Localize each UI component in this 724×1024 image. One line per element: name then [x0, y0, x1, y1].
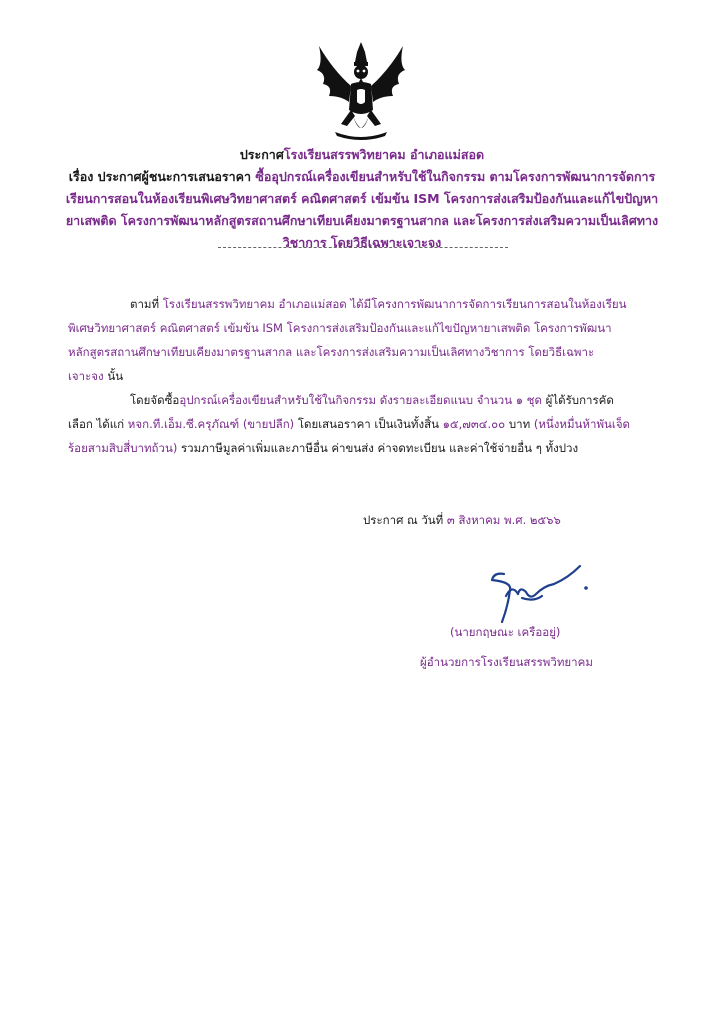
amount-value: ๑๕,๗๓๔.๐๐: [442, 417, 506, 431]
header-line-2: เรื่อง ประกาศผู้ชนะการเสนอราคา ซื้ออุปกรณ์เครื่องเขียนสำหรับใช้ในกิจกรรม ตามโครงการพัฒนาการจัดการ: [68, 169, 656, 184]
signer-title: ผู้อำนวยการโรงเรียนสรรพวิทยาคม: [420, 655, 593, 669]
vendor-name: หจก.ที.เอ็ม.ซี.ครุภัณฑ์ (ขายปลีก): [127, 417, 295, 431]
garuda-emblem-icon: [313, 40, 409, 142]
header-line-1: ประกาศโรงเรียนสรรพวิทยาคม อำเภอแม่สอด: [239, 147, 485, 162]
header-line-5: วิชาการ โดยวิธีเฉพาะเจาะจง: [282, 235, 442, 250]
announcement-body: [68, 292, 668, 460]
para2-line-1: โดยจัดซื้ออุปกรณ์เครื่องเขียนสำหรับใช้ในกิจกรรม ดังรายละเอียดแนบ จำนวน ๑ ชุด ผู้ได้รับการคัด: [130, 393, 614, 407]
para1-line-4: เจาะจง นั้น: [68, 369, 124, 383]
para1-line-3: หลักสูตรสถานศึกษาเทียบเคียงมาตรฐานสากล และโครงการส่งเสริมความเป็นเลิศทางวิชาการ โดยวิธีเฉพาะ: [68, 345, 595, 359]
announce-date: ประกาศ ณ วันที่ ๓ สิงหาคม พ.ศ. ๒๕๖๖: [363, 513, 561, 527]
header-line-4: ยาเสพติด โครงการพัฒนาหลักสูตรสถานศึกษาเทียบเคียงมาตรฐานสากล และโครงการส่งเสริมความเป็นเลิศทาง: [65, 213, 659, 228]
para2-line-2: เลือก ได้แก่ หจก.ที.เอ็ม.ซี.ครุภัณฑ์ (ขายปลีก) โดยเสนอราคา เป็นเงินทั้งสิ้น ๑๕,๗๓๔.๐๐ บาท (หนึ่งหมื่นห้าพันเจ็ด: [68, 417, 631, 431]
para2-line-3: ร้อยสามสิบสี่บาทถ้วน) รวมภาษีมูลค่าเพิ่มและภาษีอื่น ค่าขนส่ง ค่าจดทะเบียน และค่าใช้จ่ายอื่น ๆ ทั้งปวง: [68, 441, 579, 455]
announcement-header: [56, 144, 668, 254]
header-line-3: เรียนการสอนในห้องเรียนพิเศษวิทยาศาสตร์ คณิตศาสตร์ เข้มข้น ISM โครงการส่งเสริมป้องกันและแก้ไขปัญหา: [65, 191, 659, 206]
signer-name: (นายกฤษณะ เครืออยู่): [450, 625, 561, 639]
divider-line: [218, 247, 508, 248]
signature-icon: [482, 560, 592, 630]
school-name: โรงเรียนสรรพวิทยาคม อำเภอแม่สอด: [283, 147, 485, 162]
para1-line-2: พิเศษวิทยาศาสตร์ คณิตศาสตร์ เข้มข้น ISM โครงการส่งเสริมป้องกันและแก้ไขปัญหายาเสพติด โครงการพัฒนา: [68, 321, 612, 335]
para1-line-1: ตามที่ โรงเรียนสรรพวิทยาคม อำเภอแม่สอด ได้มีโครงการพัฒนาการจัดการเรียนการสอนในห้องเรียน: [130, 297, 627, 311]
